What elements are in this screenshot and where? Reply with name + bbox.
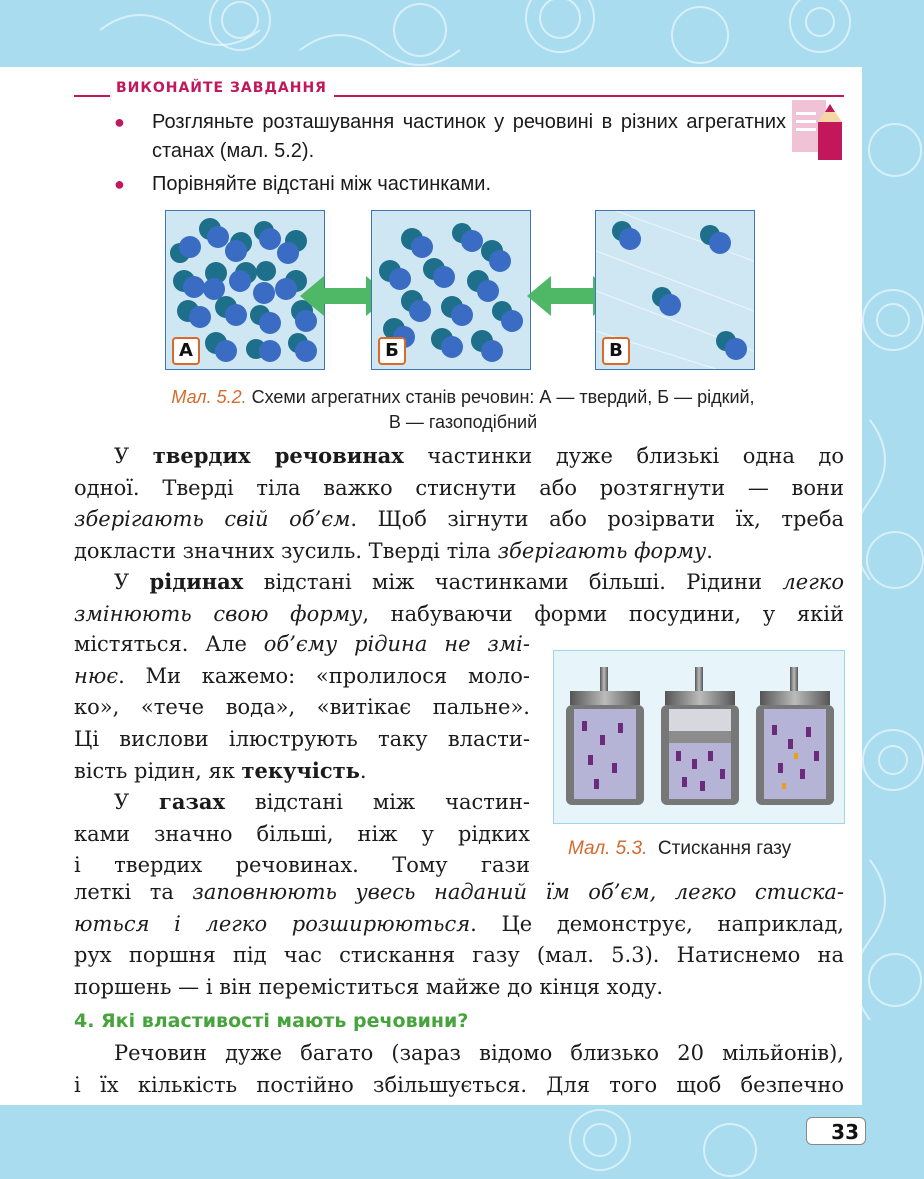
caption-number: Мал. 5.3. <box>568 838 648 859</box>
task-item-2: ● Порівняйте відстані між частинками. <box>110 170 786 199</box>
paragraph-liquids: У рідинах відстані між частинками більші. Рідини легко змінюють свою форму, набуваючи форми посудини, у якій <box>74 569 844 626</box>
bullet-icon: ● <box>114 174 125 194</box>
task-list <box>110 108 786 203</box>
caption-text-2: В — газоподібний <box>388 412 538 432</box>
bullet-icon: ● <box>114 112 125 132</box>
caption-text: Стискання газу <box>657 838 792 859</box>
piston-cylinders <box>554 651 844 823</box>
task-heading-title: ВИКОНАЙТЕ ЗАВДАННЯ <box>112 80 331 96</box>
page-number: 33 <box>806 1117 866 1145</box>
cylinder-1 <box>566 667 644 805</box>
caption-text: Схеми агрегатних станів речовин: А — твердий, Б — рідкий, <box>251 387 755 407</box>
paragraph-liquids-narrow: містяться. Але об’єму рідина не змі- нює. Ми кажемо: «пролилося моло- ко», «тече вода», «витікає пальне». Ці вислови ілюструють таку власти- вість рідин, як текучість. <box>74 632 530 783</box>
figure-caption-5-3 <box>568 838 791 860</box>
notebook-pencil-icon <box>792 100 844 162</box>
task-item-1: ● Розгляньте розташування частинок у речовині в різних агрегатних станах (мал. 5.2). <box>110 108 786 166</box>
section-heading-4: 4. Які властивості мають речовини? <box>74 1010 469 1032</box>
figure-liquid <box>371 210 531 370</box>
paragraph-gases-narrow: У газах відстані між частин- ками значно більші, ніж у рідких і твердих речовинах. Тому гази <box>74 789 530 877</box>
figure-gas-compression <box>553 650 845 824</box>
cylinder-2 <box>661 667 739 805</box>
figure-label-b: Б <box>378 337 406 365</box>
cylinder-3 <box>756 667 834 805</box>
figure-label-c: В <box>602 337 630 365</box>
figure-caption-5-2 <box>80 385 846 435</box>
heading-rule-right <box>334 95 844 97</box>
figure-gas <box>595 210 755 370</box>
paragraph-properties: Речовин дуже багато (зараз відомо близько 20 мільйонів), і їх кількість постійно збільшується. Для того щоб безпечно <box>74 1041 844 1097</box>
paragraph-gases: леткі та заповнюють увесь наданий їм об’єм, легко стиска- ються і легко розширюються. Це демонструє, наприклад, рух поршня під час стискання газу (мал. 5.3). Натиснемо на поршень — і він переміститься майже до кінця ходу. <box>74 880 845 999</box>
heading-rule-left <box>74 95 110 97</box>
figure-label-a: А <box>172 337 200 365</box>
paragraph-solids: У твердих речовинах частинки дуже близькі одна до одної. Тверді тіла важко стиснути або розтягнути — вони зберігають свій об’єм. Щоб зігнути або розірвати їх, треба докласти значних зусиль. Тверді тіла зберігають форму. <box>74 443 844 563</box>
caption-number: Мал. 5.2. <box>171 387 247 407</box>
task-heading <box>74 80 844 100</box>
